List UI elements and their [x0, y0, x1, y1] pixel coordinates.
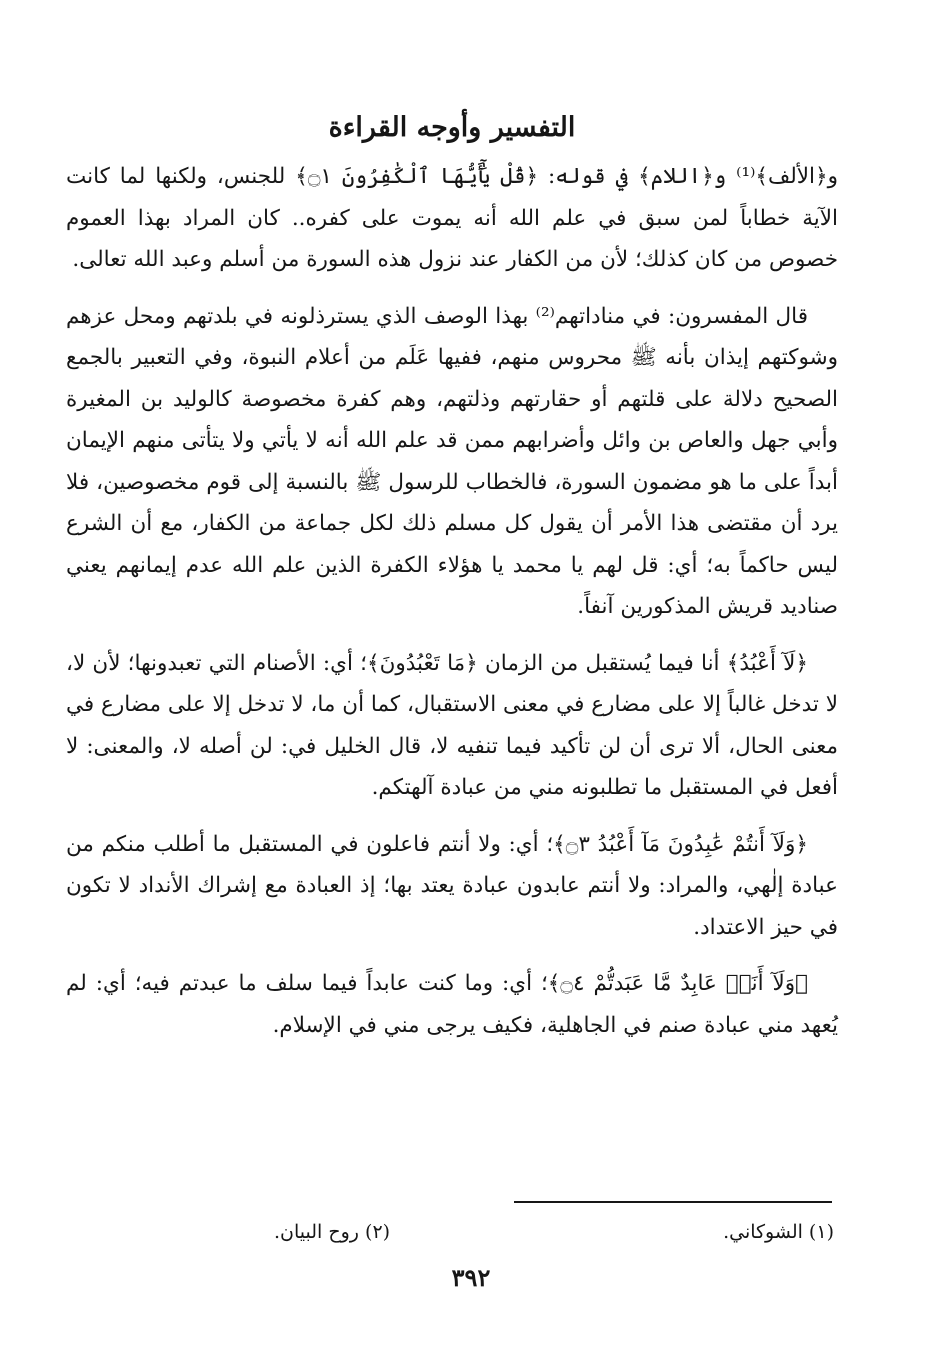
footnote-2: (٢) روح البيان. — [274, 1221, 391, 1243]
footnote-1: (١) الشوكاني. — [723, 1221, 834, 1243]
page-title: التفسير وأوجه القراءة — [328, 112, 576, 143]
footnotes — [274, 1218, 834, 1246]
paragraph-gap — [66, 281, 838, 296]
paragraph-4: ﴿وَلَآ أَنتُمْ عَٰبِدُونَ مَآ أَعْبُدُ ۝٣﴾؛ أي: ولا أنتم فاعلون في المستقبل ما أطلب منكم من عبادة إلٰهي، والمراد: ولا أنتم عابدون عبادة يعتد بها؛ إذ العبادة مع إشراك الأنداد لا تكون في حيز الاعتداد. — [66, 831, 838, 940]
paragraph-gap — [66, 628, 838, 643]
paragraph-5: ﴿وَلَآ أَنَا۠ عَابِدٌ مَّا عَبَدتُّمْ ۝٤﴾؛ أي: وما كنت عابداً فيما سلف ما عبدتم فيه؛ أي: لم يُعهد مني عبادة صنم في الجاهلية، فكيف يرجى مني في الإسلام. — [66, 971, 838, 1038]
paragraph-1: و﴿الألف﴾⁽¹⁾ و﴿اللام﴾ في قوله: ﴿قُلْ يَٰٓأَيُّهَا ٱلْكَٰفِرُونَ ۝١﴾ للجنس، ولكنها لما كانت الآية خطاباً لمن سبق في علم الله أنه يموت على كفره.. كان المراد بهذا العموم خصوص من كان كذلك؛ لأن من الكفار عند نزول هذه السورة من أسلم وعبد الله تعالى. — [66, 164, 838, 272]
paragraph-gap — [66, 809, 838, 824]
paragraph-2: قال المفسرون: في مناداتهم⁽²⁾ بهذا الوصف الذي يسترذلونه في بلدتهم ومحل عزهم وشوكتهم إيذان بأنه ﷺ محروس منهم، ففيها عَلَم من أعلام النبوة، وفي التعبير بالجمع الصحيح دلالة على قلتهم أو حقارتهم وذلتهم، وهم كفرة مخصوصة كالوليد بن المغيرة وأبي جهل والعاص بن وائل وأضرابهم ممن قد علم الله أنه لا يأتي ولا يتأتى منهم الإيمان أبداً على ما هو مضمون السورة، فالخطاب للرسول ﷺ بالنسبة إلى قوم مخصوصين، فلا يرد أن مقتضى هذا الأمر أن يقول كل مسلم ذلك لكل جماعة من الكفار، مع أن الشرع ليس حاكماً به؛ أي: قل لهم يا محمد يا هؤلاء الكفرة الذين علم الله عدم إيمانهم يعني صناديد قريش المذكورين آنفاً. — [66, 303, 838, 619]
paragraph-3: ﴿لَآ أَعْبُدُ﴾ أنا فيما يُستقبل من الزمان ﴿مَا تَعْبُدُونَ﴾؛ أي: الأصنام التي تعبدونها؛ لأن لا، لا تدخل غالباً إلا على مضارع في معنى الاستقبال، كما أن ما، لا تدخل إلا على مضارع في معنى الحال، ألا ترى أن لن تأكيد فيما تنفيه لا، قال الخليل في: لن أصله لا، والمعنى: لا أفعل في المستقبل ما تطلبونه مني من عبادة آلهتكم. — [66, 650, 838, 800]
paragraph-gap — [66, 948, 838, 963]
page-body — [66, 106, 838, 1046]
footnote-separator — [514, 1201, 832, 1203]
page-number: ٣٩٢ — [451, 1263, 491, 1292]
